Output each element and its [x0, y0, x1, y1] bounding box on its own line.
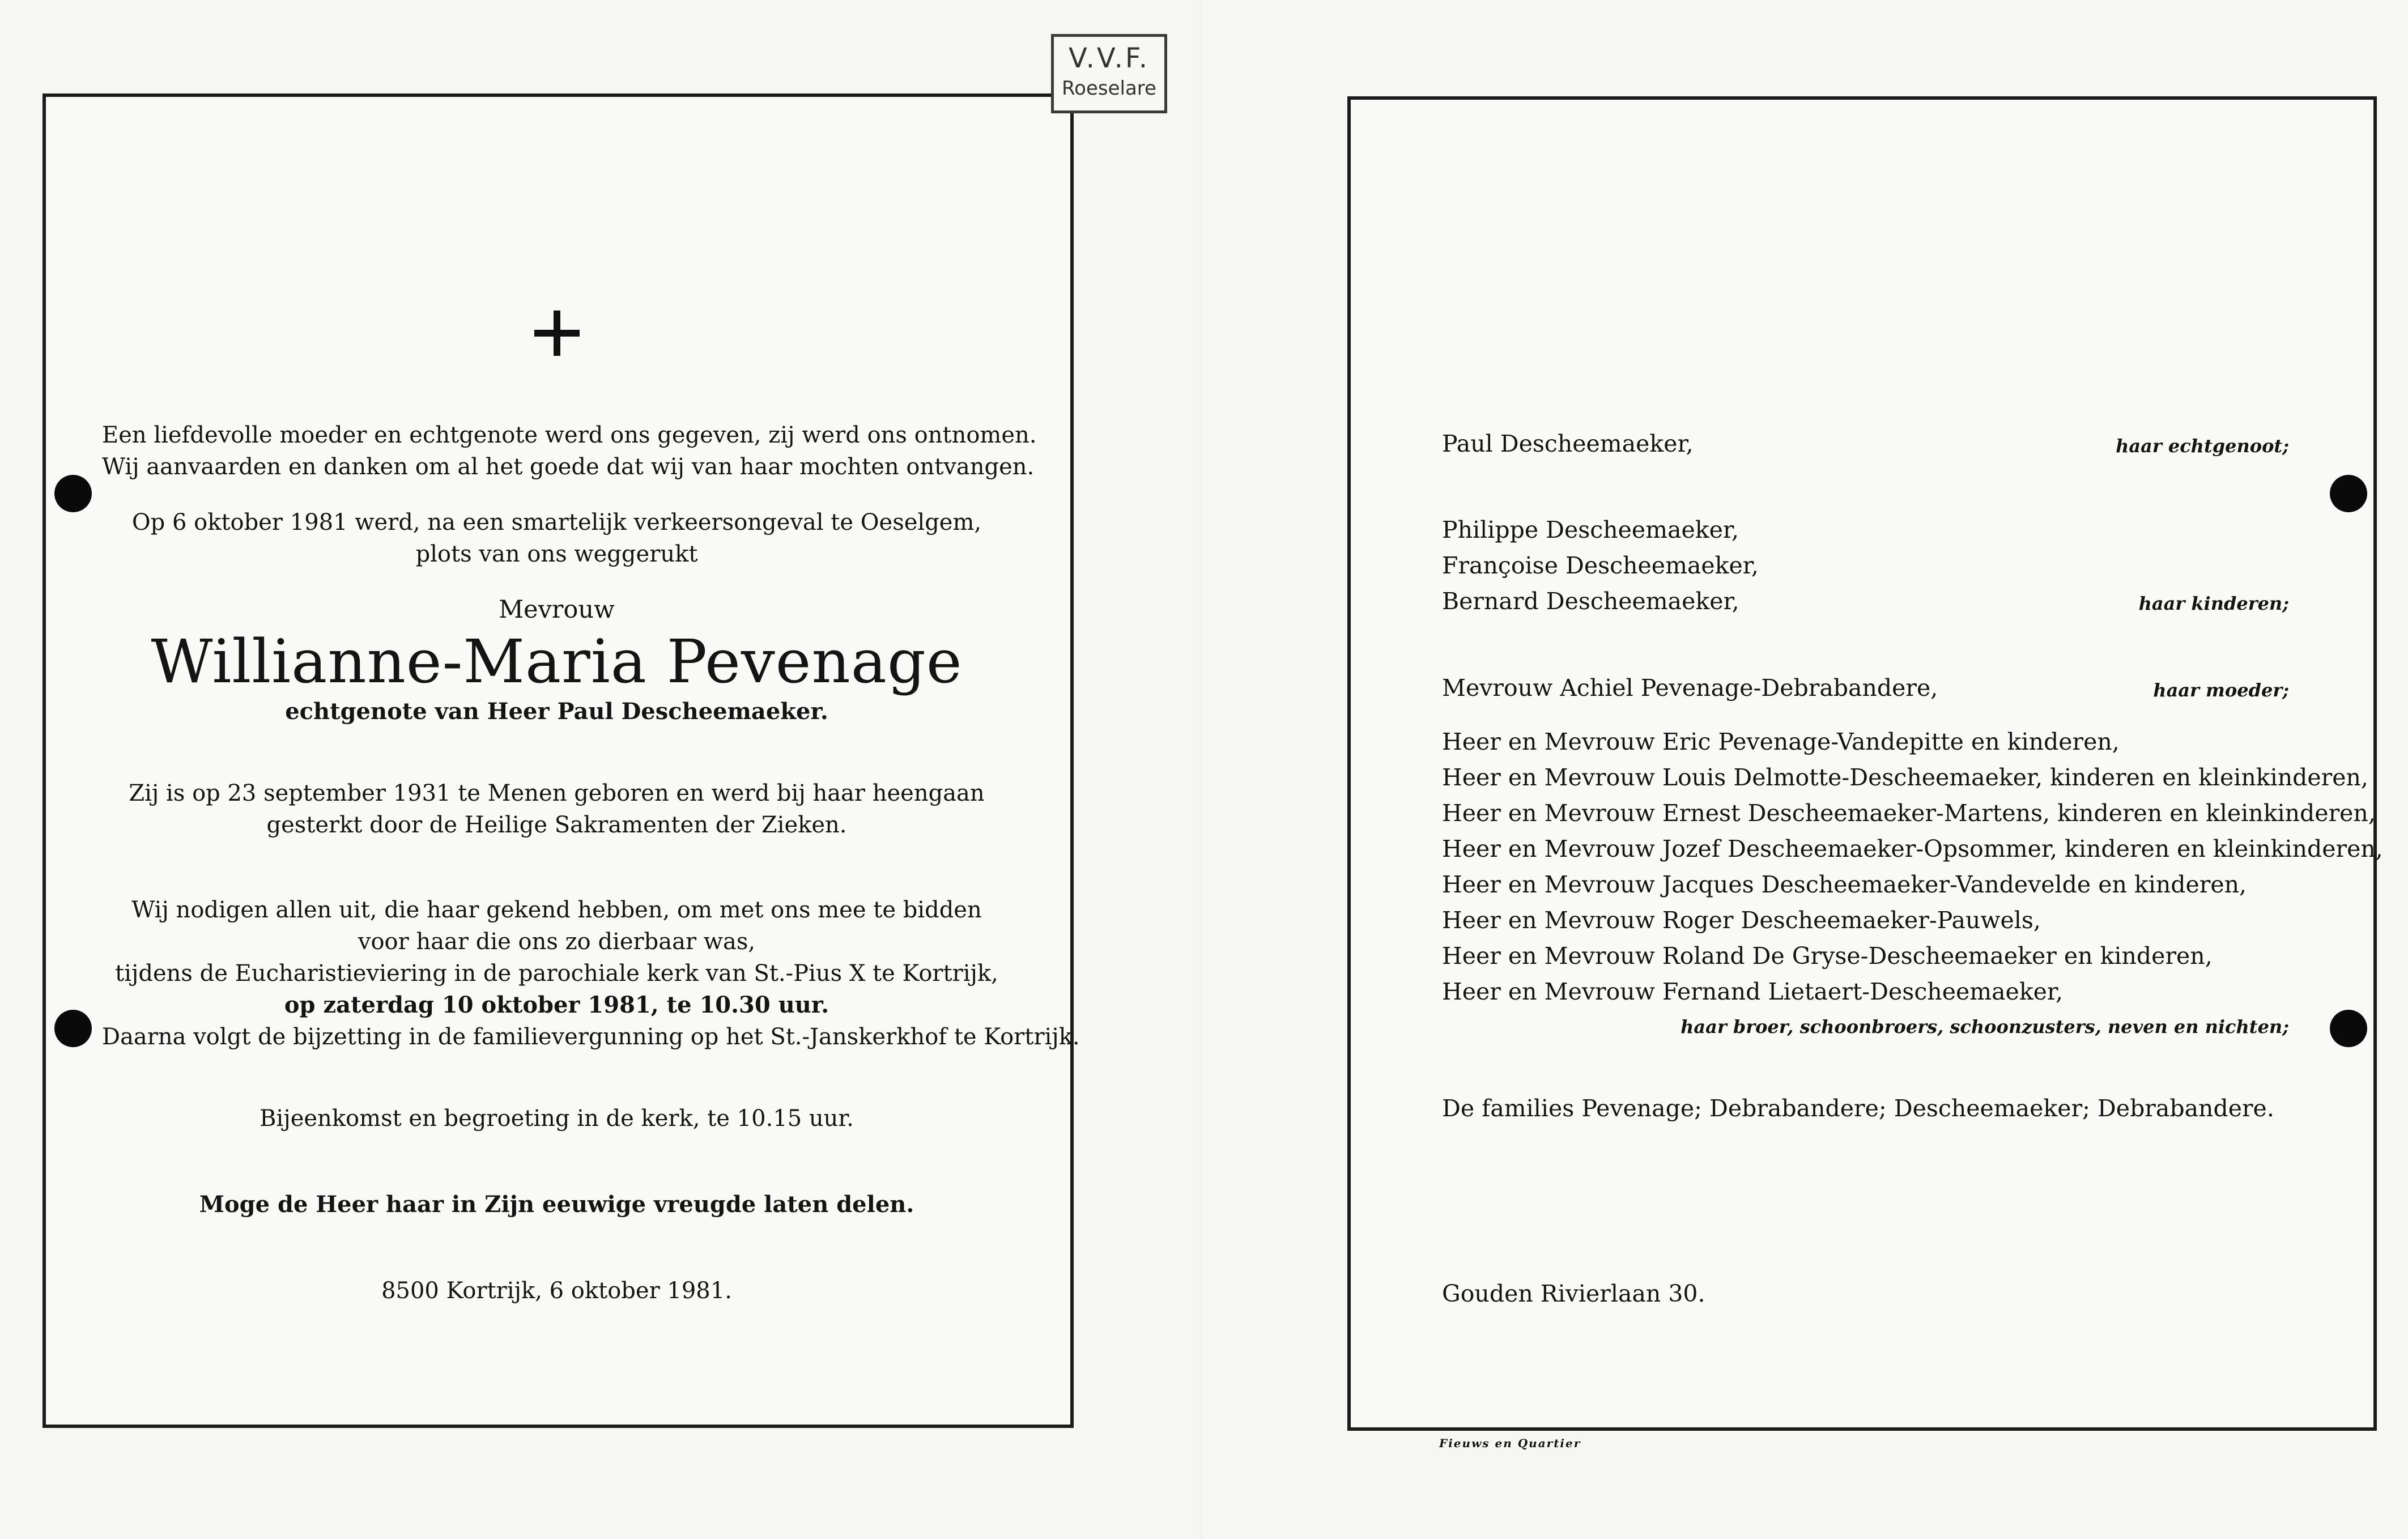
relative-row: Heer en Mevrouw Eric Pevenage-Vandepitte en kinderen, [1442, 728, 2120, 755]
archive-stamp [1051, 34, 1167, 113]
birth-line-2: gesterkt door de Heilige Sakramenten der Zieken. [266, 812, 847, 838]
deceased-block [102, 594, 1011, 728]
relative-row: Heer en Mevrouw Louis Delmotte-Descheemaeker, kinderen en kleinkinderen, [1442, 764, 2368, 791]
child-name: Philippe Descheemaeker, [1442, 516, 1739, 543]
child-row [1442, 548, 2289, 584]
intro-line-1: Een liefdevolle moeder en echtgenote werd ons gegeven, zij werd ons ontnomen. [102, 422, 1037, 448]
children-role: haar kinderen; [2138, 593, 2289, 614]
child-name: Françoise Descheemaeker, [1442, 552, 1759, 579]
meeting-block [102, 1103, 1011, 1134]
honorific: Mevrouw [499, 596, 615, 624]
printer-credit: Fieuws en Quartier [1439, 1436, 1581, 1450]
place-date-block [102, 1275, 1011, 1307]
address-line: Gouden Rivierlaan 30. [1442, 1280, 1705, 1307]
birth-block [102, 777, 1011, 841]
left-panel-border [42, 93, 1080, 1428]
families-block [1442, 1091, 2289, 1126]
invitation-block [102, 894, 1080, 1053]
relative-row: Heer en Mevrouw Ernest Descheemaeker-Martens, kinderen en kleinkinderen, [1442, 800, 2376, 827]
mother-role: haar moeder; [2153, 679, 2289, 701]
death-line-2: plots van ons weggerukt [415, 541, 698, 567]
relative-row: Heer en Mevrouw Roger Descheemaeker-Pauwels, [1442, 907, 2041, 934]
stamp-line1: V.V.F. [1069, 42, 1150, 74]
birth-line-1: Zij is op 23 september 1931 te Menen geboren en werd bij haar heengaan [129, 780, 985, 806]
husband-block [1442, 426, 2289, 462]
child-row [1442, 584, 2289, 619]
mother-block [1442, 670, 2289, 706]
punch-hole [2330, 1010, 2367, 1047]
husband-name: Paul Descheemaeker, [1442, 430, 1694, 457]
invite-line-5: Daarna volgt de bijzetting in de familievergunning op het St.-Janskerkhof te Kortrijk. [102, 1024, 1080, 1050]
prayer-block [102, 1189, 1011, 1221]
meeting-line: Bijeenkomst en begroeting in de kerk, te 10.15 uur. [259, 1106, 854, 1132]
husband-row [1442, 426, 2289, 462]
families-line: De families Pevenage; Debrabandere; Descheemaeker; Debrabandere. [1442, 1095, 2274, 1122]
punch-hole [54, 475, 92, 512]
husband-role: haar echtgenoot; [2116, 435, 2289, 457]
death-line-1: Op 6 oktober 1981 werd, na een smartelijk verkeersongeval te Oeselgem, [131, 509, 982, 535]
page-fold [1200, 0, 1202, 1539]
address-block [1442, 1276, 2289, 1312]
cross-icon [534, 311, 580, 356]
prayer-line: Moge de Heer haar in Zijn eeuwige vreugde laten delen. [199, 1191, 914, 1218]
relative-row: Heer en Mevrouw Fernand Lietaert-Descheemaeker, [1442, 978, 2064, 1005]
relative-row: Heer en Mevrouw Roland De Gryse-Descheemaeker en kinderen, [1442, 942, 2213, 970]
intro-block [102, 419, 1037, 483]
child-row [1442, 512, 2289, 548]
invite-line-1: Wij nodigen allen uit, die haar gekend hebben, om met ons mee te bidden [131, 897, 982, 923]
child-name: Bernard Descheemaeker, [1442, 588, 1739, 615]
deceased-name: Willianne-Maria Pevenage [151, 627, 963, 696]
punch-hole [54, 1010, 92, 1047]
punch-hole [2330, 475, 2367, 512]
children-block [1442, 512, 2289, 619]
intro-line-2: Wij aanvaarden en danken om al het goede dat wij van haar mochten ontvangen. [102, 454, 1035, 480]
relative-row: Heer en Mevrouw Jacques Descheemaeker-Vandevelde en kinderen, [1442, 871, 2247, 898]
death-block [102, 507, 1011, 570]
relative-row: Heer en Mevrouw Jozef Descheemaeker-Opsommer, kinderen en kleinkinderen, [1442, 835, 2383, 862]
stamp-line2: Roeselare [1062, 77, 1156, 100]
mother-name: Mevrouw Achiel Pevenage-Debrabandere, [1442, 674, 1938, 702]
place-date: 8500 Kortrijk, 6 oktober 1981. [381, 1278, 732, 1304]
invite-line-4: op zaterdag 10 oktober 1981, te 10.30 uur. [284, 992, 829, 1018]
invite-line-3: tijdens de Eucharistieviering in de parochiale kerk van St.-Pius X te Kortrijk, [115, 960, 998, 987]
relatives-block [1442, 724, 2383, 1044]
spouse-line: echtgenote van Heer Paul Descheemaeker. [285, 698, 828, 725]
mother-row [1442, 670, 2289, 706]
relatives-role: haar broer, schoonbroers, schoonzusters, neven en nichten; [1681, 1016, 2289, 1038]
invite-line-2: voor haar die ons zo dierbaar was, [358, 929, 756, 955]
